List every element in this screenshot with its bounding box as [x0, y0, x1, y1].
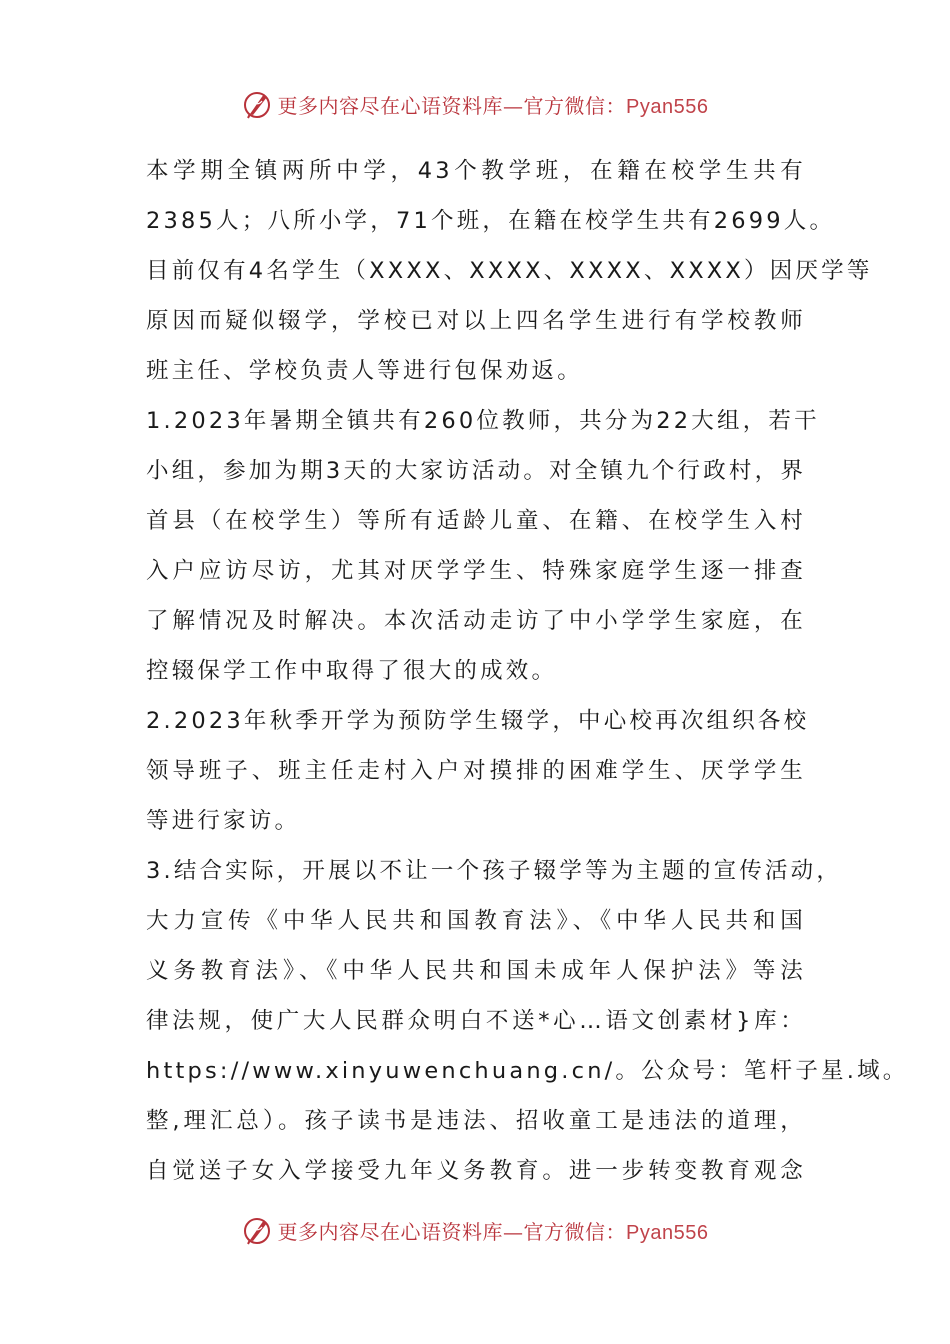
text-line: 义务教育法》、《中华人民共和国未成年人保护法》等法: [146, 958, 806, 984]
text-line: 目前仅有4名学生（XXXX、XXXX、XXXX、XXXX）因厌学等: [146, 258, 873, 284]
quill-logo-icon: [242, 1214, 274, 1246]
footer-watermark: [0, 1210, 950, 1250]
watermark-wechat-label: 官方微信：: [523, 1219, 627, 1244]
text-line: 控辍保学工作中取得了很大的成效。: [146, 658, 558, 684]
quill-logo-icon: [242, 88, 274, 120]
text-line: 大力宣传《中华人民共和国教育法》、《中华人民共和国: [146, 908, 806, 934]
watermark-text: 更多内容尽在心语资料库: [277, 93, 504, 118]
text-line: 整,理汇总）。孩子读书是违法、招收童工是违法的道理，: [146, 1108, 806, 1134]
text-line: https://www.xinyuwenchuang.cn/。公众号：笔杆子星.域。: [146, 1058, 909, 1084]
text-line: 班主任、学校负责人等进行包保劝返。: [146, 358, 583, 384]
text-line: 律法规，使广大人民群众明白不送*心…语文创素材}库：: [146, 1008, 806, 1034]
text-line: 2.2023年秋季开学为预防学生辍学，中心校再次组织各校: [146, 708, 810, 734]
text-line: 等进行家访。: [146, 808, 301, 834]
text-line: 2385人；八所小学，71个班，在籍在校学生共有2699人。: [146, 208, 836, 234]
watermark-wechat-id: Pyan556: [626, 95, 709, 118]
watermark-dash: —: [503, 93, 524, 118]
text-line: 首县（在校学生）等所有适龄儿童、在籍、在校学生入村: [146, 508, 806, 534]
text-line: 3.结合实际，开展以不让一个孩子辍学等为主题的宣传活动，: [146, 858, 843, 884]
watermark-wechat-label: 官方微信：: [523, 93, 627, 118]
text-line: 了解情况及时解决。本次活动走访了中小学学生家庭，在: [146, 608, 806, 634]
document-body: [146, 146, 909, 1196]
text-line: 入户应访尽访，尤其对厌学学生、特殊家庭学生逐一排查: [146, 558, 806, 584]
text-line: 小组，参加为期3天的大家访活动。对全镇九个行政村，界: [146, 458, 807, 484]
text-line: 本学期全镇两所中学，43个教学班，在籍在校学生共有: [146, 158, 806, 184]
text-line: 原因而疑似辍学，学校已对以上四名学生进行有学校教师: [146, 308, 806, 334]
text-line: 自觉送子女入学接受九年义务教育。进一步转变教育观念: [146, 1158, 806, 1184]
text-line: 领导班子、班主任走村入户对摸排的困难学生、厌学学生: [146, 758, 806, 784]
header-watermark: [0, 84, 950, 124]
watermark-dash: —: [503, 1219, 524, 1244]
watermark-text: 更多内容尽在心语资料库: [277, 1219, 504, 1244]
watermark-wechat-id: Pyan556: [626, 1221, 709, 1244]
text-line: 1.2023年暑期全镇共有260位教师，共分为22大组，若干: [146, 408, 820, 434]
